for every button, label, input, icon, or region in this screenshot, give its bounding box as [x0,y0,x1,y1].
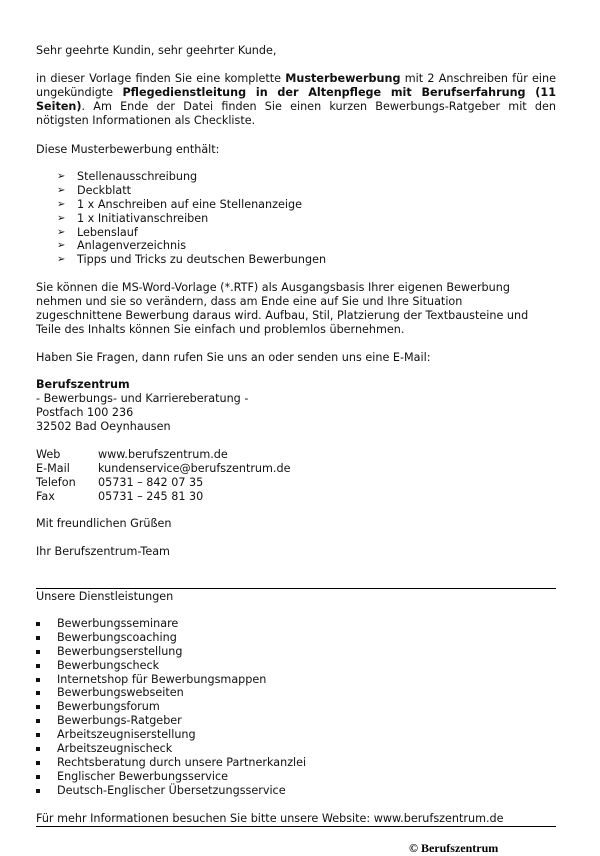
list-item: Deutsch-Englischer Übersetzungsservice [36,784,306,798]
list-item: ➢ 1 x Initiativanschreiben [57,211,209,225]
questions-line: Haben Sie Fragen, dann rufen Sie uns an oder senden uns eine E-Mail: [36,351,431,364]
square-bullet-icon [36,789,40,793]
square-bullet-icon [36,664,40,668]
services-list [36,617,306,798]
arrow-bullet-icon: ➢ [57,212,66,224]
list-item: ➢ Anlagenverzeichnis [57,239,187,253]
contact-row-web [36,448,290,462]
square-bullet-icon [36,705,40,709]
contact-row-phone [36,476,290,490]
contact-row-email [36,462,290,476]
list-item: Bewerbungscoaching [36,631,306,645]
list-item: ➢ 1 x Anschreiben auf eine Stellenanzeige [57,197,302,211]
services-heading: Unsere Dienstleistungen [36,590,174,603]
list-item: ➢ Lebenslauf [57,225,138,239]
square-bullet-icon [36,622,40,626]
arrow-bullet-icon: ➢ [57,198,66,210]
contact-label: Telefon [36,475,76,489]
arrow-bullet-icon: ➢ [57,254,66,266]
intro-bold-1: Musterbewerbung [285,72,401,85]
company-name: Berufszentrum [36,378,130,391]
template-usage-paragraph: Sie können die MS-Word-Vorlage (*.RTF) als Ausgangsbasis Ihrer eigenen Bewerbung nehmen und sie so verändern, dass am Ende eine auf Sie und Ihre Situation zugeschnittene Bewerbung daraus wird. Aufbau, Stil, Platzierung der Textbausteine und Teile des Inhalts können Sie einfach und problemlos übernehmen. [36,281,529,336]
contents-list [36,170,326,267]
fax-number: 05731 – 245 81 30 [98,489,204,503]
list-item: Internetshop für Bewerbungsmappen [36,673,306,687]
square-bullet-icon [36,691,40,695]
divider [36,588,556,589]
list-item: Bewerbungs-Ratgeber [36,714,306,728]
contact-block [36,448,290,504]
arrow-bullet-icon: ➢ [57,184,66,196]
contact-label: Web [36,448,61,461]
intro-paragraph [36,72,556,128]
square-bullet-icon [36,636,40,640]
list-item: Bewerbungsforum [36,700,306,714]
list-item: ➢ Stellenausschreibung [57,170,198,183]
square-bullet-icon [36,733,40,737]
arrow-bullet-icon: ➢ [57,226,66,238]
website-link[interactable]: www.berufszentrum.de [98,448,228,461]
square-bullet-icon [36,650,40,654]
company-subtitle: - Bewerbungs- und Karriereberatung - [36,391,249,405]
city: 32502 Bad Oeynhausen [36,419,171,433]
square-bullet-icon [36,678,40,682]
contact-label: E-Mail [36,461,70,475]
intro-text-1: in dieser Vorlage finden Sie eine komplette [36,72,286,85]
arrow-bullet-icon: ➢ [57,240,66,252]
contents-heading: Diese Musterbewerbung enthält: [36,143,220,156]
list-item: Bewerbungscheck [36,659,306,673]
arrow-bullet-icon: ➢ [57,171,66,182]
signature-team: Ihr Berufszentrum-Team [36,545,170,558]
more-info-line: Für mehr Informationen besuchen Sie bitte unsere Website: www.berufszentrum.de [36,812,504,825]
list-item: Bewerbungsseminare [36,617,306,631]
copyright-footer: © Berufszentrum [409,841,499,855]
closing-regards: Mit freundlichen Grüßen [36,517,172,530]
list-item: Bewerbungserstellung [36,645,306,659]
contact-row-fax [36,490,290,504]
square-bullet-icon [36,761,40,765]
greeting: Sehr geehrte Kundin, sehr geehrter Kunde, [36,44,277,57]
intro-bold-2: Pflegedienstleitung in der Altenpflege mit Berufserfahrung (11 Seiten) [36,85,556,113]
contact-label: Fax [36,489,55,503]
postbox: Postfach 100 236 [36,405,134,419]
list-item: Bewerbungswebseiten [36,686,306,700]
list-item: Rechtsberatung durch unsere Partnerkanzlei [36,756,306,770]
list-item: ➢ Tipps und Tricks zu deutschen Bewerbungen [57,253,327,267]
intro-text-3: . Am Ende der Datei finden Sie einen kurzen Bewerbungs-Ratgeber mit den nötigsten Informationen als Checkliste. [36,99,556,127]
square-bullet-icon [36,719,40,723]
square-bullet-icon [36,775,40,779]
intro-text-2: mit 2 Anschreiben für eine ungekündigte [36,72,557,99]
divider [36,826,556,827]
list-item: ➢ Deckblatt [57,183,131,197]
list-item: Englischer Bewerbungsservice [36,770,306,784]
list-item: Arbeitszeugnischeck [36,742,306,756]
list-item: Arbeitszeugniserstellung [36,728,306,742]
address-block [36,378,248,434]
square-bullet-icon [36,747,40,751]
phone-number: 05731 – 842 07 35 [98,475,204,489]
email-link[interactable]: kundenservice@berufszentrum.de [98,461,291,475]
